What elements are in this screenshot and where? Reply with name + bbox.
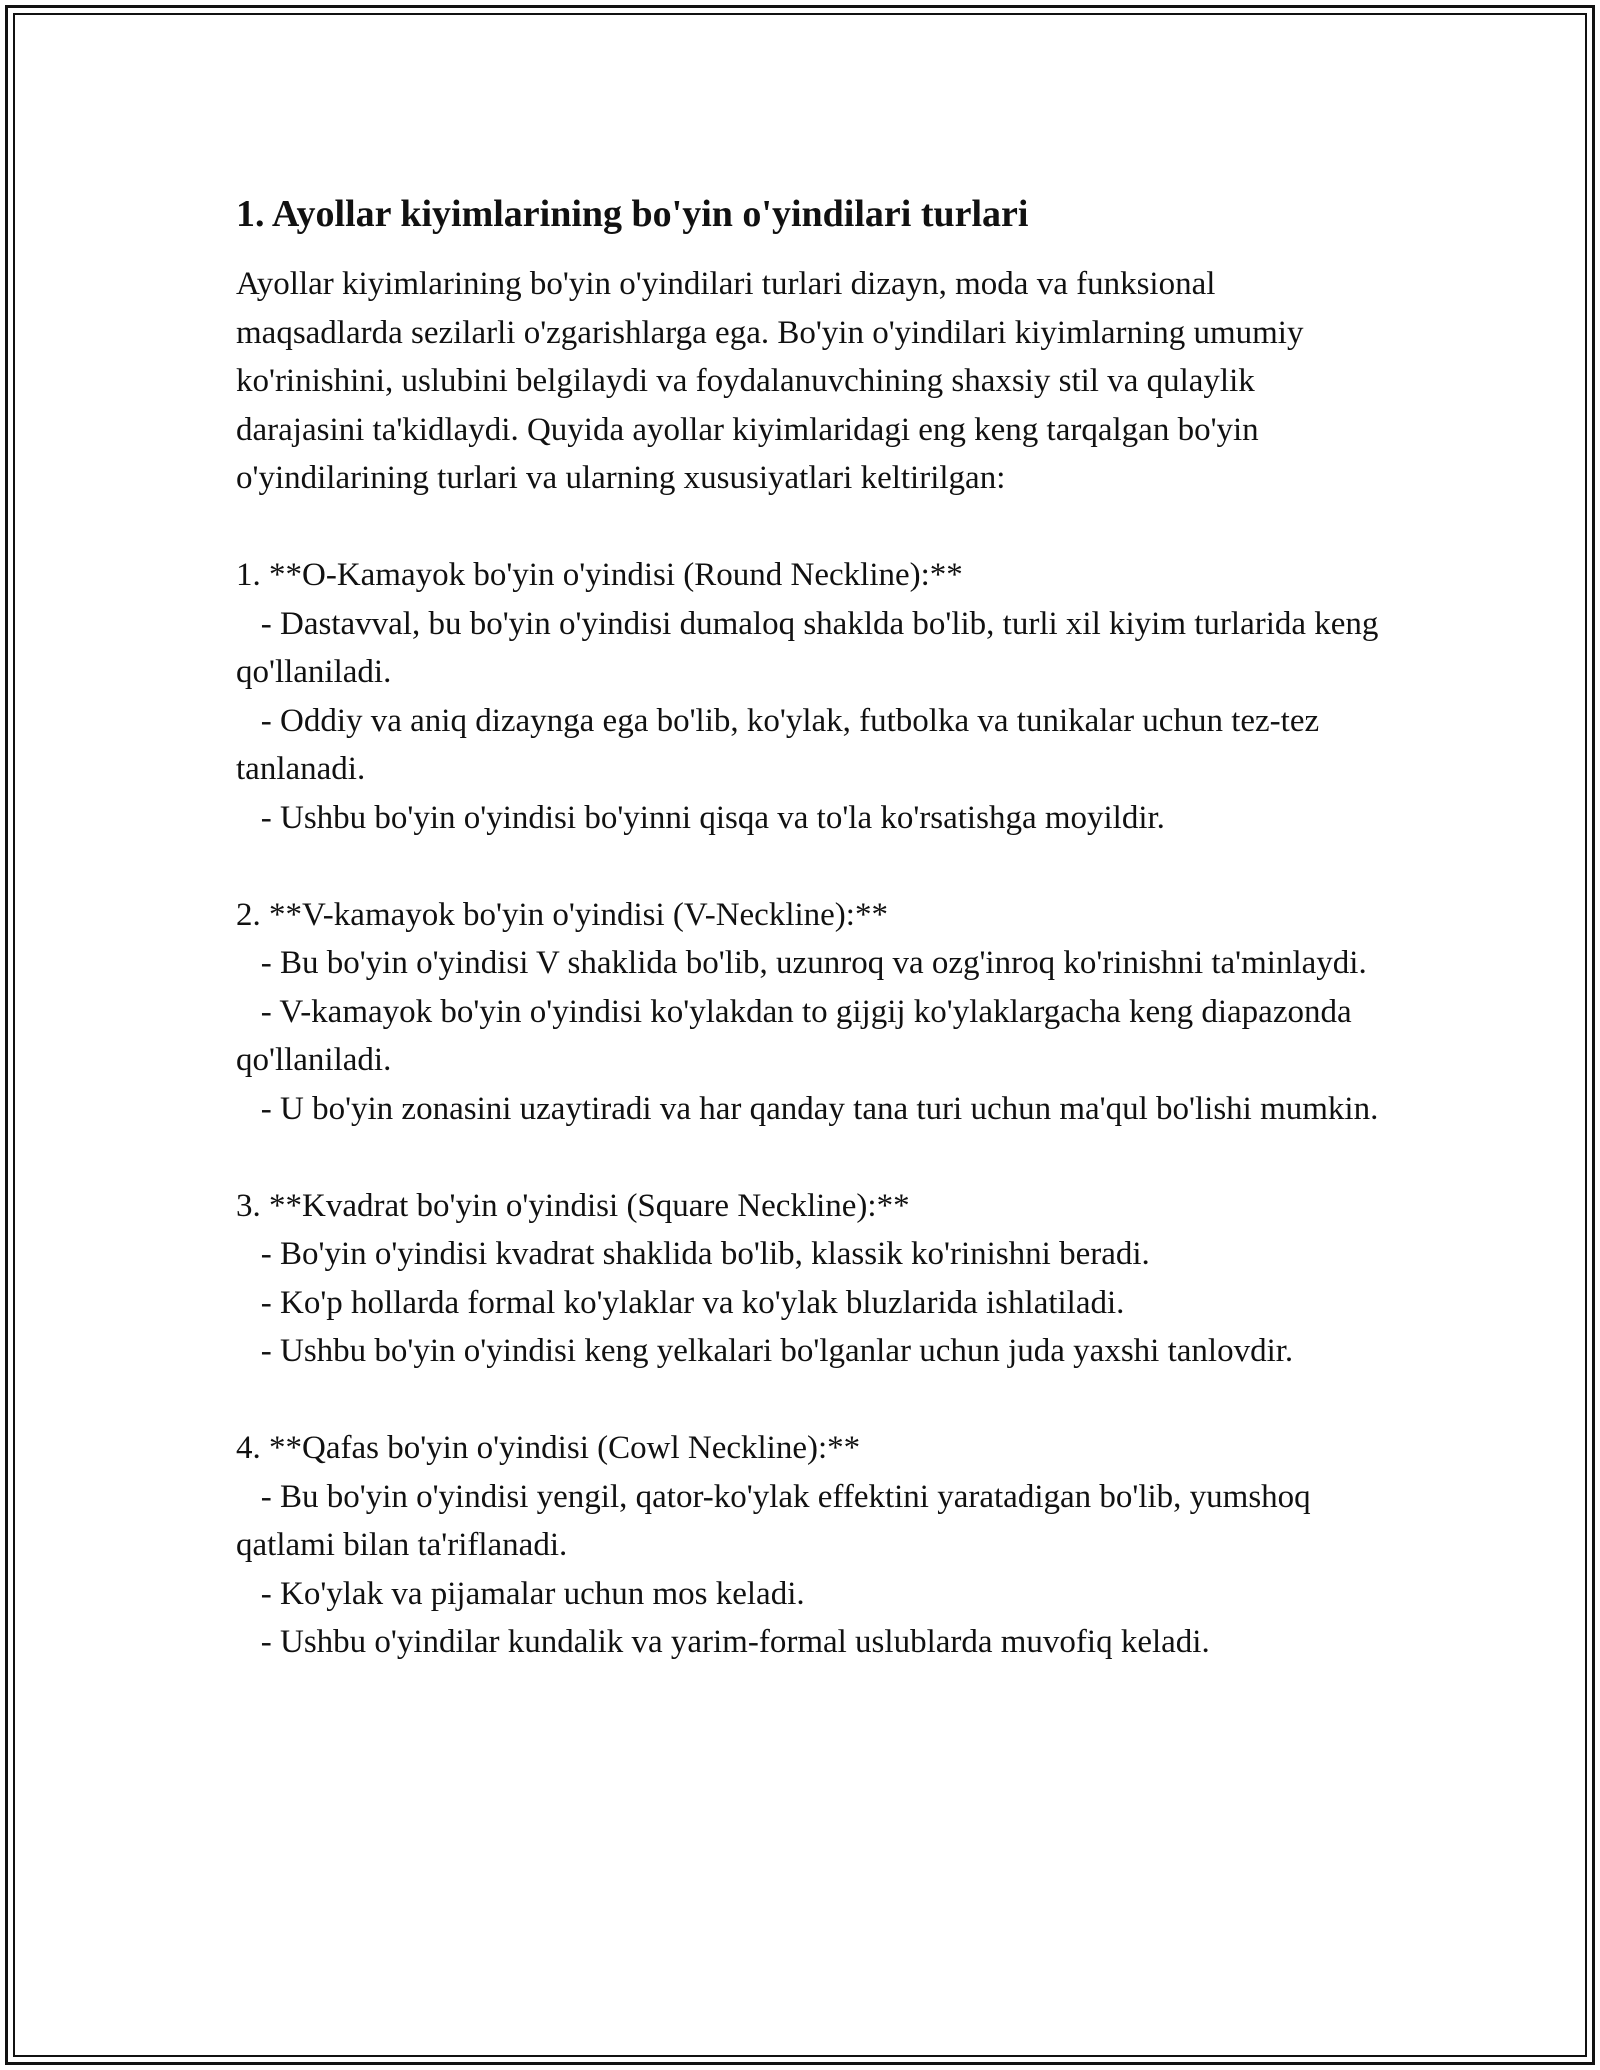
list-item: - Ko'p hollarda formal ko'ylaklar va ko'ylak bluzlarida ishlatiladi.	[236, 1284, 1125, 1321]
list-item: - V-kamayok bo'yin o'yindisi ko'ylakdan to gijgij ko'ylaklargacha keng diapazonda qo'llaniladi.	[236, 993, 1360, 1078]
intro-paragraph: Ayollar kiyimlarining bo'yin o'yindilari turlari dizayn, moda va funksional maqsadlarda sezilarli o'zgarishlarga ega. Bo'yin o'yindilari kiyimlarning umumiy ko'rinishini, uslubini belgilaydi va foydalanuvchining shaxsiy stil va qulaylik darajasini ta'kidlaydi. Quyida ayollar kiyimlaridagi eng keng tarqalgan bo'yin o'yindilarining turlari va ularning xususiyatlari keltirilgan:	[236, 266, 1304, 496]
list-item: - Ushbu o'yindilar kundalik va yarim-formal uslublarda muvofiq keladi.	[236, 1624, 1210, 1660]
section-round-neckline	[236, 551, 1386, 842]
section-heading: 4. **Qafas bo'yin o'yindisi (Cowl Neckline):**	[236, 1430, 861, 1466]
section-cowl-neckline	[236, 1424, 1386, 1667]
list-item: - Bo'yin o'yindisi kvadrat shaklida bo'lib, klassik ko'rinishni beradi.	[236, 1236, 1150, 1272]
section-heading: 1. **O-Kamayok bo'yin o'yindisi (Round Neckline):**	[236, 557, 963, 593]
document-page	[236, 186, 1386, 1667]
section-square-neckline	[236, 1182, 1386, 1376]
list-item: - Ko'ylak va pijamalar uchun mos keladi.	[236, 1575, 805, 1612]
document-title: 1. Ayollar kiyimlarining bo'yin o'yindilari turlari	[236, 193, 1029, 235]
section-v-neckline	[236, 891, 1386, 1134]
section-heading: 3. **Kvadrat bo'yin o'yindisi (Square Neckline):**	[236, 1187, 910, 1224]
list-item: - Bu bo'yin o'yindisi yengil, qator-ko'ylak effektini yaratadigan bo'lib, yumshoq qatlami bilan ta'riflanadi.	[236, 1478, 1319, 1563]
list-item: - Ushbu bo'yin o'yindisi bo'yinni qisqa va to'la ko'rsatishga moyildir.	[236, 799, 1165, 836]
list-item: - Ushbu bo'yin o'yindisi keng yelkalari bo'lganlar uchun juda yaxshi tanlovdir.	[236, 1333, 1294, 1369]
list-item: - Dastavval, bu bo'yin o'yindisi dumaloq shaklda bo'lib, turli xil kiyim turlarida keng qo'llaniladi.	[236, 605, 1387, 690]
list-item: - U bo'yin zonasini uzaytiradi va har qanday tana turi uchun ma'qul bo'lishi mumkin.	[236, 1090, 1379, 1127]
section-heading: 2. **V-kamayok bo'yin o'yindisi (V-Neckline):**	[236, 896, 888, 933]
list-item: - Oddiy va aniq dizaynga ega bo'lib, ko'ylak, futbolka va tunikalar uchun tez-tez tanlanadi.	[236, 702, 1328, 787]
list-item: - Bu bo'yin o'yindisi V shaklida bo'lib, uzunroq va ozg'inroq ko'rinishni ta'minlaydi.	[236, 945, 1367, 981]
